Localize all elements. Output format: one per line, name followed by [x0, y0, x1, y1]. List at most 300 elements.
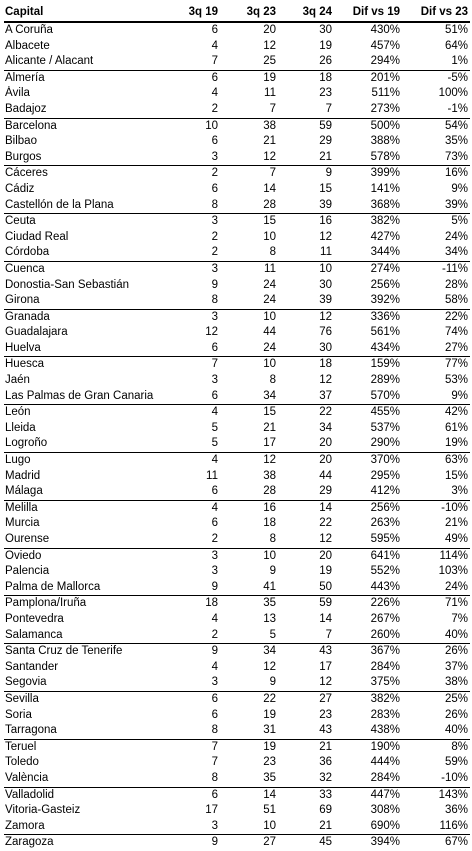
cell-3q23: 8 — [269, 533, 276, 545]
cell-3q19: 3 — [211, 150, 218, 163]
cell-3q24: 27 — [278, 691, 334, 707]
cell-capital: Ciudad Real — [5, 230, 69, 243]
cell-dif-vs-23: 1% — [451, 55, 468, 68]
cell-dif-vs-23: 61% — [444, 421, 468, 434]
table-row — [4, 389, 470, 405]
cell-3q19: 2 — [174, 166, 220, 182]
cell-3q19: 2 — [211, 533, 218, 545]
table-row — [4, 278, 470, 294]
cell-dif-vs-19: 690% — [370, 819, 400, 832]
table-row — [4, 325, 470, 341]
cell-capital: Huelva — [5, 341, 41, 354]
cell-3q24: 43 — [319, 724, 332, 737]
table-body — [4, 22, 470, 851]
table-row — [4, 453, 470, 469]
table-header — [4, 4, 470, 22]
data-table-container — [4, 4, 470, 851]
cell-dif-vs-19: 394% — [334, 835, 402, 851]
cell-3q19: 2 — [211, 230, 218, 243]
cell-3q19: 3 — [174, 309, 220, 325]
cell-3q19: 4 — [211, 612, 218, 625]
cell-dif-vs-23: 9% — [451, 389, 468, 402]
cell-dif-vs-19: 284% — [370, 771, 400, 784]
cell-dif-vs-23: 77% — [402, 357, 470, 373]
cell-dif-vs-23: 35% — [444, 135, 468, 148]
cell-capital: Granada — [4, 309, 174, 325]
cell-3q24: 12 — [319, 533, 332, 545]
cell-3q23: 9 — [269, 676, 276, 689]
cell-dif-vs-19: 595% — [370, 533, 400, 545]
cell-3q24: 16 — [278, 214, 334, 230]
cell-3q24: 32 — [319, 771, 332, 784]
cell-dif-vs-19: 283% — [370, 708, 400, 721]
cell-3q23: 51 — [263, 804, 276, 817]
cell-3q24: 23 — [319, 87, 332, 100]
cell-3q24: 21 — [278, 739, 334, 755]
cell-3q19: 4 — [211, 87, 218, 100]
cell-3q23: 21 — [263, 421, 276, 434]
header-capital: Capital — [5, 6, 44, 18]
cell-capital: Barcelona — [4, 118, 174, 134]
cell-3q19: 8 — [211, 771, 218, 784]
cell-3q24: 21 — [319, 819, 332, 832]
cell-3q19: 4 — [174, 453, 220, 469]
cell-3q24: 19 — [319, 565, 332, 578]
cell-dif-vs-23: 26% — [444, 708, 468, 721]
cell-capital: Vitoria-Gasteiz — [5, 804, 81, 817]
cell-dif-vs-19: 201% — [334, 70, 402, 86]
cell-capital: Castellón de la Plana — [5, 198, 114, 211]
table-row — [4, 261, 470, 277]
cell-capital: Oviedo — [4, 548, 174, 564]
cell-dif-vs-23: 3% — [451, 485, 468, 498]
table-row — [4, 835, 470, 851]
cell-dif-vs-19: 284% — [370, 660, 400, 673]
cell-3q24: 10 — [278, 261, 334, 277]
cell-capital: Girona — [5, 294, 40, 307]
table-row — [4, 309, 470, 325]
cell-3q24: 50 — [319, 580, 332, 593]
cell-capital: Zaragoza — [4, 835, 174, 851]
cell-dif-vs-23: 27% — [444, 341, 468, 354]
cell-3q24: 33 — [278, 787, 334, 803]
cell-dif-vs-19: 260% — [370, 628, 400, 641]
cell-dif-vs-19: 141% — [370, 182, 400, 195]
cell-3q23: 14 — [220, 787, 278, 803]
cell-capital: Alicante / Alacant — [5, 55, 94, 68]
table-row — [4, 516, 470, 532]
cell-3q19: 6 — [211, 24, 218, 36]
cell-3q19: 12 — [205, 326, 218, 339]
cell-3q23: 12 — [263, 660, 276, 673]
cell-dif-vs-19: 256% — [334, 500, 402, 516]
table-row — [4, 166, 470, 182]
table-row — [4, 421, 470, 437]
cell-dif-vs-23: 67% — [402, 835, 470, 851]
table-row — [4, 548, 470, 564]
cell-3q23: 15 — [220, 405, 278, 421]
cell-3q23: 44 — [263, 326, 276, 339]
table-row — [4, 150, 470, 166]
cell-3q24: 69 — [319, 804, 332, 817]
cell-capital: Almería — [4, 70, 174, 86]
cell-3q23: 16 — [220, 500, 278, 516]
cell-dif-vs-19: 267% — [370, 612, 400, 625]
cell-3q19: 17 — [205, 804, 218, 817]
cell-dif-vs-23: 114% — [402, 548, 470, 564]
cell-3q19: 7 — [211, 55, 218, 68]
cell-3q19: 6 — [211, 341, 218, 354]
cell-dif-vs-19: 336% — [334, 309, 402, 325]
cell-3q19: 9 — [174, 644, 220, 660]
cell-3q23: 8 — [269, 374, 276, 387]
cell-3q23: 8 — [269, 246, 276, 259]
cell-3q19: 4 — [211, 660, 218, 673]
cell-3q24: 22 — [319, 517, 332, 530]
table-row — [4, 86, 470, 102]
cell-capital: Teruel — [4, 739, 174, 755]
cell-3q24: 23 — [319, 708, 332, 721]
cell-dif-vs-23: 51% — [444, 24, 468, 36]
cell-3q23: 7 — [269, 102, 276, 115]
cell-dif-vs-23: 100% — [438, 87, 468, 100]
table-row — [4, 230, 470, 246]
cell-dif-vs-23: 37% — [444, 660, 468, 673]
table-row — [4, 134, 470, 150]
cell-dif-vs-19: 552% — [370, 565, 400, 578]
cell-dif-vs-23: 58% — [444, 294, 468, 307]
cell-3q19: 10 — [174, 118, 220, 134]
cell-capital: Guadalajara — [5, 326, 68, 339]
cell-3q24: 20 — [319, 437, 332, 450]
cell-capital: Soria — [5, 708, 32, 721]
cell-capital: Badajoz — [5, 102, 47, 115]
cell-3q23: 18 — [263, 517, 276, 530]
cell-dif-vs-19: 289% — [370, 374, 400, 387]
cell-3q19: 9 — [211, 278, 218, 291]
cell-3q24: 30 — [319, 24, 332, 36]
cell-3q24: 12 — [319, 676, 332, 689]
table-row — [4, 182, 470, 198]
header-dif-vs-23: Dif vs 23 — [420, 6, 468, 18]
cell-3q19: 8 — [211, 724, 218, 737]
cell-dif-vs-23: 38% — [444, 676, 468, 689]
cell-dif-vs-19: 382% — [334, 214, 402, 230]
cell-3q19: 2 — [211, 102, 218, 115]
cell-dif-vs-23: 25% — [402, 691, 470, 707]
cell-dif-vs-23: 103% — [438, 565, 468, 578]
cell-3q23: 19 — [220, 70, 278, 86]
cell-dif-vs-23: 73% — [444, 150, 468, 163]
cell-capital: Burgos — [5, 150, 42, 163]
table-row — [4, 118, 470, 134]
cell-3q23: 41 — [263, 580, 276, 593]
cell-3q24: 36 — [319, 756, 332, 769]
cell-3q24: 76 — [319, 326, 332, 339]
cell-capital: Jaén — [5, 374, 30, 387]
cell-3q24: 9 — [278, 166, 334, 182]
cell-3q24: 17 — [319, 660, 332, 673]
table-row — [4, 22, 470, 39]
cell-3q24: 7 — [325, 102, 332, 115]
table-row — [4, 739, 470, 755]
table-row — [4, 500, 470, 516]
table-row — [4, 580, 470, 596]
table-row — [4, 70, 470, 86]
cell-3q19: 6 — [174, 70, 220, 86]
table-row — [4, 691, 470, 707]
cell-3q23: 27 — [220, 835, 278, 851]
cell-3q24: 39 — [319, 294, 332, 307]
header-dif-vs-19: Dif vs 19 — [352, 6, 400, 18]
table-row — [4, 675, 470, 691]
cell-capital: Santa Cruz de Tenerife — [4, 644, 174, 660]
cell-capital: Madrid — [5, 469, 41, 482]
cell-dif-vs-23: 59% — [444, 756, 468, 769]
cell-dif-vs-19: 430% — [370, 24, 400, 36]
cell-3q19: 5 — [211, 437, 218, 450]
cell-dif-vs-19: 427% — [370, 230, 400, 243]
cell-capital: Córdoba — [5, 246, 50, 259]
cell-dif-vs-23: 22% — [402, 309, 470, 325]
cell-dif-vs-23: 28% — [444, 278, 468, 291]
table-row — [4, 803, 470, 819]
cell-dif-vs-23: 54% — [402, 118, 470, 134]
cell-dif-vs-19: 434% — [370, 341, 400, 354]
cell-dif-vs-19: 368% — [370, 198, 400, 211]
cell-dif-vs-19: 443% — [370, 580, 400, 593]
cell-3q19: 3 — [211, 676, 218, 689]
cell-3q23: 7 — [220, 166, 278, 182]
cell-3q19: 7 — [174, 739, 220, 755]
cell-dif-vs-19: 308% — [370, 804, 400, 817]
table-row — [4, 755, 470, 771]
cell-3q24: 12 — [319, 230, 332, 243]
cell-3q19: 3 — [174, 214, 220, 230]
cell-3q23: 19 — [263, 708, 276, 721]
cell-capital: Ávila — [5, 87, 30, 100]
cell-3q24: 59 — [278, 118, 334, 134]
cell-3q23: 15 — [220, 214, 278, 230]
cell-3q23: 24 — [263, 341, 276, 354]
cell-3q24: 18 — [278, 357, 334, 373]
cell-dif-vs-23: 34% — [444, 246, 468, 259]
cell-3q19: 6 — [211, 517, 218, 530]
cell-dif-vs-19: 263% — [370, 517, 400, 530]
cell-3q24: 20 — [278, 453, 334, 469]
header-3q24: 3q 24 — [302, 6, 332, 18]
table-row — [4, 723, 470, 739]
table-row — [4, 708, 470, 724]
table-row — [4, 357, 470, 373]
cell-capital: Málaga — [5, 485, 43, 498]
cell-capital: Tarragona — [5, 724, 57, 737]
cell-3q24: 12 — [319, 374, 332, 387]
cell-dif-vs-23: -5% — [402, 70, 470, 86]
cell-3q23: 22 — [220, 691, 278, 707]
cell-3q23: 19 — [220, 739, 278, 755]
cell-3q23: 31 — [263, 724, 276, 737]
cell-capital: Salamanca — [5, 628, 63, 641]
cell-3q23: 10 — [220, 357, 278, 373]
cell-3q19: 6 — [211, 182, 218, 195]
cell-capital: Logroño — [5, 437, 48, 450]
cell-dif-vs-23: -10% — [402, 500, 470, 516]
cell-dif-vs-19: 447% — [334, 787, 402, 803]
cell-3q23: 10 — [220, 309, 278, 325]
cell-dif-vs-23: 7% — [451, 612, 468, 625]
cell-3q19: 3 — [174, 548, 220, 564]
cell-3q24: 21 — [319, 150, 332, 163]
cell-3q19: 6 — [211, 485, 218, 498]
cell-capital: A Coruña — [5, 24, 53, 36]
header-row — [4, 4, 470, 22]
cell-3q19: 6 — [211, 708, 218, 721]
cell-3q23: 24 — [263, 278, 276, 291]
cell-3q24: 12 — [278, 309, 334, 325]
cell-3q24: 20 — [278, 548, 334, 564]
cell-3q19: 2 — [211, 246, 218, 259]
cell-capital: Ourense — [5, 533, 50, 545]
table-row — [4, 612, 470, 628]
cell-3q19: 7 — [211, 756, 218, 769]
cell-3q23: 20 — [263, 24, 276, 36]
cell-dif-vs-19: 412% — [370, 485, 400, 498]
cell-capital: Palencia — [5, 565, 50, 578]
cell-capital: Segovia — [5, 676, 47, 689]
cell-3q23: 17 — [263, 437, 276, 450]
cell-3q23: 25 — [263, 55, 276, 68]
cell-dif-vs-19: 399% — [334, 166, 402, 182]
cell-dif-vs-19: 455% — [334, 405, 402, 421]
header-3q23: 3q 23 — [246, 6, 276, 18]
table-row — [4, 532, 470, 548]
cell-3q24: 44 — [319, 469, 332, 482]
cell-dif-vs-19: 382% — [334, 691, 402, 707]
cell-capital: Lleida — [5, 421, 36, 434]
cell-dif-vs-23: 15% — [444, 469, 468, 482]
cell-3q24: 39 — [319, 198, 332, 211]
cell-capital: Huesca — [4, 357, 174, 373]
cell-capital: Zamora — [5, 819, 45, 832]
cell-capital: Pamplona/Iruña — [4, 596, 174, 612]
table-row — [4, 436, 470, 452]
cell-dif-vs-23: 8% — [402, 739, 470, 755]
cell-3q24: 43 — [278, 644, 334, 660]
cell-dif-vs-19: 294% — [370, 55, 400, 68]
cell-3q19: 3 — [174, 261, 220, 277]
cell-3q23: 34 — [220, 644, 278, 660]
cell-capital: Toledo — [5, 756, 39, 769]
cell-3q19: 4 — [174, 405, 220, 421]
cell-capital: Palma de Mallorca — [5, 580, 101, 593]
cell-3q24: 30 — [319, 278, 332, 291]
table-row — [4, 819, 470, 835]
cell-dif-vs-19: 561% — [370, 326, 400, 339]
cell-dif-vs-23: 64% — [444, 39, 468, 52]
cell-3q24: 7 — [325, 628, 332, 641]
cell-3q23: 13 — [263, 612, 276, 625]
cell-3q24: 14 — [319, 612, 332, 625]
cell-dif-vs-19: 226% — [334, 596, 402, 612]
cell-3q19: 5 — [211, 421, 218, 434]
cell-3q19: 6 — [211, 389, 218, 402]
table-row — [4, 628, 470, 644]
cell-dif-vs-23: 53% — [444, 374, 468, 387]
cell-3q23: 10 — [263, 230, 276, 243]
cell-capital: Bilbao — [5, 135, 37, 148]
cell-dif-vs-23: -1% — [447, 102, 468, 115]
cell-3q23: 38 — [263, 469, 276, 482]
table-row — [4, 787, 470, 803]
cell-capital: Sevilla — [4, 691, 174, 707]
cell-3q24: 34 — [319, 421, 332, 434]
cell-3q24: 59 — [278, 596, 334, 612]
cell-dif-vs-19: 641% — [334, 548, 402, 564]
cell-dif-vs-23: 42% — [402, 405, 470, 421]
table-row — [4, 198, 470, 214]
cell-3q19: 4 — [174, 500, 220, 516]
cell-3q19: 11 — [206, 469, 218, 482]
cell-dif-vs-23: 5% — [402, 214, 470, 230]
cell-3q19: 6 — [211, 135, 218, 148]
cell-3q23: 38 — [220, 118, 278, 134]
table-row — [4, 214, 470, 230]
cell-dif-vs-23: 21% — [444, 517, 468, 530]
table-row — [4, 102, 470, 118]
cell-dif-vs-19: 159% — [334, 357, 402, 373]
cell-capital: Ceuta — [4, 214, 174, 230]
cell-3q24: 14 — [278, 500, 334, 516]
cell-dif-vs-23: 74% — [444, 326, 468, 339]
cell-dif-vs-23: 19% — [444, 437, 468, 450]
table-row — [4, 245, 470, 261]
cell-3q23: 23 — [263, 756, 276, 769]
table-row — [4, 405, 470, 421]
table-row — [4, 373, 470, 389]
cell-3q23: 10 — [263, 819, 276, 832]
cell-dif-vs-19: 500% — [334, 118, 402, 134]
cell-dif-vs-19: 511% — [371, 87, 400, 100]
cell-3q23: 24 — [263, 294, 276, 307]
cell-3q19: 9 — [174, 835, 220, 851]
table-row — [4, 54, 470, 70]
cell-3q19: 6 — [174, 787, 220, 803]
cell-3q24: 11 — [320, 246, 332, 259]
cell-3q23: 34 — [263, 389, 276, 402]
cell-capital: Las Palmas de Gran Canaria — [5, 389, 154, 402]
cell-dif-vs-23: 143% — [402, 787, 470, 803]
cell-capital: Lugo — [4, 453, 174, 469]
cell-dif-vs-19: 190% — [334, 739, 402, 755]
table-row — [4, 469, 470, 485]
cell-3q23: 21 — [263, 135, 276, 148]
cell-capital: Santander — [5, 660, 59, 673]
cell-dif-vs-19: 438% — [370, 724, 400, 737]
cell-dif-vs-23: -10% — [441, 771, 468, 784]
cell-dif-vs-19: 392% — [370, 294, 400, 307]
cell-3q19: 3 — [211, 565, 218, 578]
cell-3q23: 28 — [263, 198, 276, 211]
cell-3q24: 29 — [319, 485, 332, 498]
cell-dif-vs-19: 375% — [370, 676, 400, 689]
cell-dif-vs-23: 63% — [402, 453, 470, 469]
cell-3q23: 28 — [263, 485, 276, 498]
cell-3q23: 35 — [263, 771, 276, 784]
table-row — [4, 660, 470, 676]
cell-capital: Melilla — [4, 500, 174, 516]
cell-dif-vs-19: 370% — [334, 453, 402, 469]
